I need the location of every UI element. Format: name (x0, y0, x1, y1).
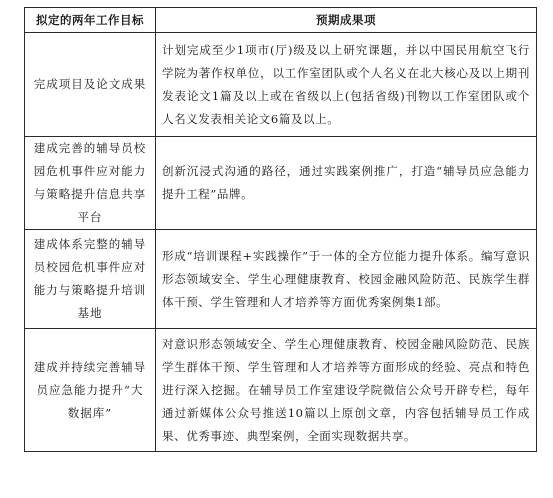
goals-outcomes-table (24, 7, 537, 452)
goal-cell: 完成项目及论文成果 (25, 33, 156, 137)
table-row (25, 230, 537, 329)
outcome-cell: 对意识形态领域安全、学生心理健康教育、校园金融风险防范、民族学生群体干预、学生管理和人才培养等方面形成的经验、亮点和特色进行深入挖掘。在辅导员工作室建设学院微信公众号开辟专栏，每年通过新媒体公众号推送10篇以上原创文章，内容包括辅导员工作成果、优秀事迹、典型案例，全面实现数据共享。 (156, 329, 537, 452)
goal-cell: 建成完善的辅导员校园危机事件应对能力与策略提升信息共享平台 (25, 137, 156, 230)
table-row (25, 329, 537, 452)
outcome-cell: 创新沉浸式沟通的路径，通过实践案例推广，打造“辅导员应急能力提升工程”品牌。 (156, 137, 537, 230)
table-body (25, 33, 537, 452)
outcome-cell: 计划完成至少1项市(厅)级及以上研究课题，并以中国民用航空飞行学院为著作权单位，以工作室团队或个人名义在北大核心及以上期刊发表论文1篇及以上或在省级以上(包括省级)刊物以工作室团队或个人名义发表相关论文6篇及以上。 (156, 33, 537, 137)
goal-cell: 建成体系完整的辅导员校园危机事件应对能力与策略提升培训基地 (25, 230, 156, 329)
goal-cell: 建成并持续完善辅导员应急能力提升“大数据库” (25, 329, 156, 452)
table-row (25, 33, 537, 137)
header-row (25, 8, 537, 33)
outcome-cell: 形成“培训课程+实践操作”于一体的全方位能力提升体系。编写意识形态领域安全、学生心理健康教育、校园金融风险防范、民族学生群体干预、学生管理和人才培养等方面优秀案例集1部。 (156, 230, 537, 329)
header-outcome: 预期成果项 (156, 8, 537, 33)
table-row (25, 137, 537, 230)
header-goal: 拟定的两年工作目标 (25, 8, 156, 33)
table-header (25, 8, 537, 33)
